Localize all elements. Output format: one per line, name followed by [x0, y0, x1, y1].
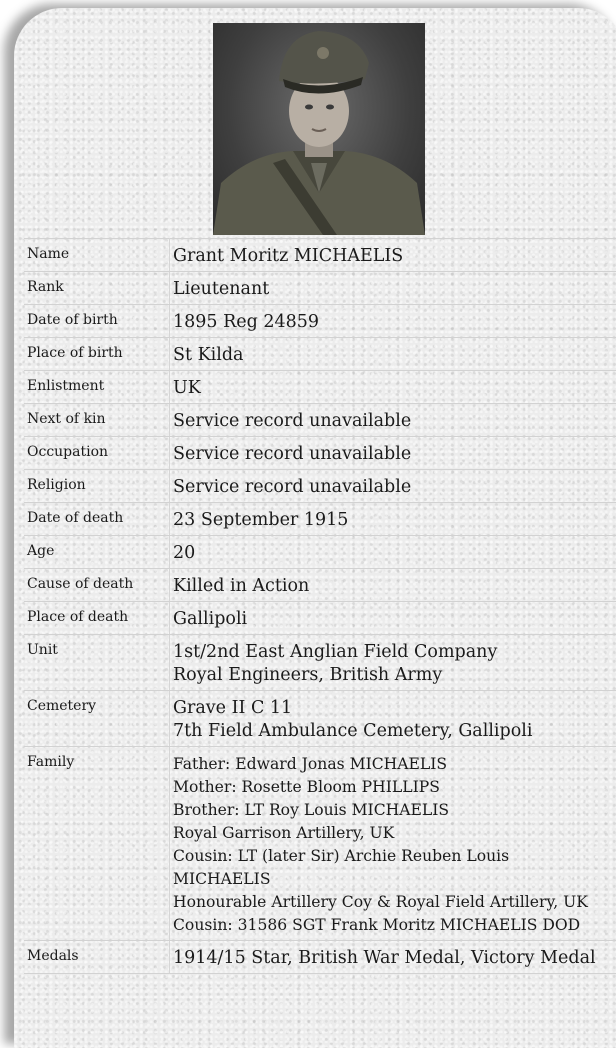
record-label: Place of birth: [24, 338, 170, 371]
record-value-line: Service record unavailable: [173, 410, 614, 433]
record-row-next-of-kin: [24, 404, 616, 437]
record-value: [170, 470, 616, 503]
record-value-line: Cousin: 31586 SGT Frank Moritz MICHAELIS DOD: [173, 914, 614, 937]
record-value: [170, 338, 616, 371]
record-row-family: [24, 747, 616, 941]
record-label: Date of death: [24, 503, 170, 536]
record-label: Date of birth: [24, 305, 170, 338]
record-value-line: Grant Moritz MICHAELIS: [173, 245, 614, 268]
record-row-occupation: [24, 437, 616, 470]
record-value-line: St Kilda: [173, 344, 614, 367]
record-label: Family: [24, 747, 170, 941]
record-label: Religion: [24, 470, 170, 503]
record-value-line: Lieutenant: [173, 278, 614, 301]
record-label: Rank: [24, 272, 170, 305]
record-value-line: Mother: Rosette Bloom PHILLIPS: [173, 776, 614, 799]
record-value: [170, 437, 616, 470]
record-label: Cemetery: [24, 691, 170, 747]
record-value: [170, 747, 616, 941]
record-value-line: Royal Garrison Artillery, UK: [173, 822, 614, 845]
record-value-line: Father: Edward Jonas MICHAELIS: [173, 753, 614, 776]
record-label: Place of death: [24, 602, 170, 635]
record-value-line: 1st/2nd East Anglian Field Company: [173, 641, 614, 664]
record-value: [170, 371, 616, 404]
record-value-line: Honourable Artillery Coy & Royal Field Artillery, UK: [173, 891, 614, 914]
record-value: [170, 635, 616, 691]
portrait-icon: [213, 23, 425, 235]
record-value-line: Service record unavailable: [173, 443, 614, 466]
soldier-portrait: [213, 23, 425, 235]
record-value: [170, 941, 616, 974]
record-label: Occupation: [24, 437, 170, 470]
record-label: Cause of death: [24, 569, 170, 602]
record-row-date-of-birth: [24, 305, 616, 338]
record-value: [170, 305, 616, 338]
record-row-cemetery: [24, 691, 616, 747]
record-value: [170, 691, 616, 747]
record-row-cause-of-death: [24, 569, 616, 602]
record-label: Medals: [24, 941, 170, 974]
record-value-line: 1895 Reg 24859: [173, 311, 614, 334]
record-value-line: MICHAELIS: [173, 868, 614, 891]
record-value-line: Brother: LT Roy Louis MICHAELIS: [173, 799, 614, 822]
record-value: [170, 569, 616, 602]
record-value-line: 7th Field Ambulance Cemetery, Gallipoli: [173, 720, 614, 743]
record-label: Next of kin: [24, 404, 170, 437]
record-value-line: UK: [173, 377, 614, 400]
record-value-line: 1914/15 Star, British War Medal, Victory Medal: [173, 947, 614, 970]
record-value-line: Royal Engineers, British Army: [173, 664, 614, 687]
record-value-line: Cousin: LT (later Sir) Archie Reuben Louis: [173, 845, 614, 868]
record-row-age: [24, 536, 616, 569]
record-row-unit: [24, 635, 616, 691]
record-value: [170, 602, 616, 635]
record-value-line: Service record unavailable: [173, 476, 614, 499]
record-value: [170, 404, 616, 437]
record-label: Enlistment: [24, 371, 170, 404]
record-row-place-of-death: [24, 602, 616, 635]
record-row-religion: [24, 470, 616, 503]
record-row-rank: [24, 272, 616, 305]
record-value-line: 20: [173, 542, 614, 565]
record-value-line: 23 September 1915: [173, 509, 614, 532]
record-value-line: Gallipoli: [173, 608, 614, 631]
record-value: [170, 536, 616, 569]
record-value: [170, 239, 616, 272]
record-row-place-of-birth: [24, 338, 616, 371]
record-row-medals: [24, 941, 616, 974]
record-label: Age: [24, 536, 170, 569]
record-value: [170, 272, 616, 305]
record-label: Unit: [24, 635, 170, 691]
record-row-name: [24, 239, 616, 272]
service-record-table: [24, 238, 616, 974]
record-row-date-of-death: [24, 503, 616, 536]
record-value-line: Killed in Action: [173, 575, 614, 598]
record-row-enlistment: [24, 371, 616, 404]
record-value: [170, 503, 616, 536]
record-label: Name: [24, 239, 170, 272]
record-value-line: Grave II C 11: [173, 697, 614, 720]
